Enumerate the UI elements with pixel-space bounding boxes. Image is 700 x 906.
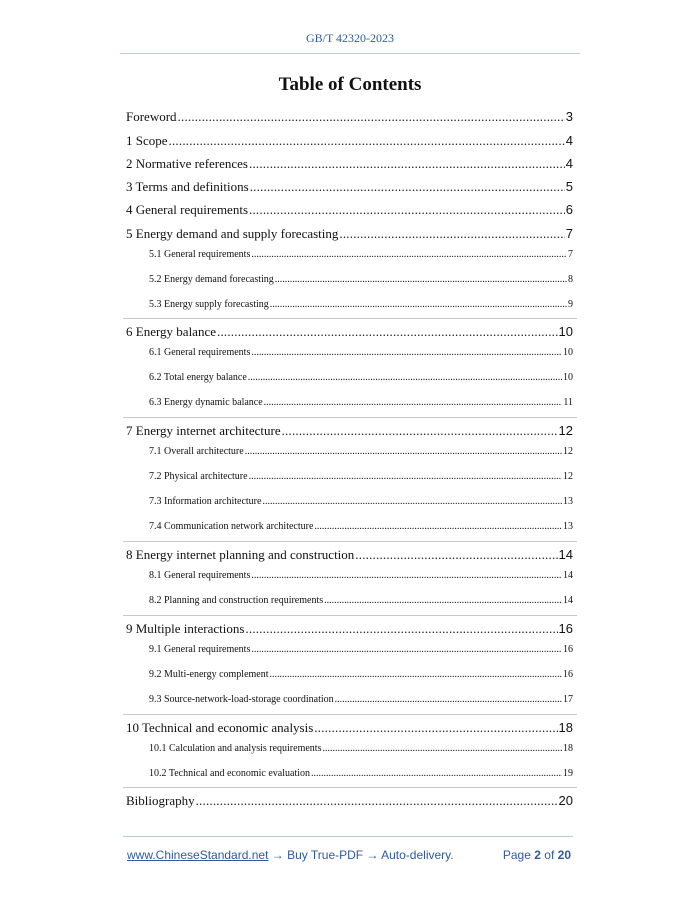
toc-leader-dots (355, 547, 557, 563)
toc-entry-bibliography[interactable] (126, 793, 573, 809)
toc-leader-dots (196, 793, 558, 809)
toc-leader-dots (335, 694, 562, 705)
toc-entry-section-6[interactable] (126, 324, 573, 340)
toc-entry-label: Foreword (126, 109, 177, 124)
toc-entry-page: 13 (563, 496, 573, 507)
toc-entry-9-1[interactable] (149, 644, 573, 655)
header-standard-code: GB/T 42320-2023 (305, 31, 395, 45)
toc-entry-5-1[interactable] (149, 249, 573, 260)
toc-entry-page: 17 (563, 694, 573, 705)
toc-entry-page: 18 (558, 720, 573, 735)
toc-entry-label: 9 Multiple interactions (126, 621, 245, 636)
toc-entry-section-10[interactable] (126, 720, 573, 736)
toc-entry-section-7[interactable] (126, 423, 573, 439)
toc-entry-label: 10 Technical and economic analysis (126, 720, 314, 735)
toc-leader-dots (178, 109, 565, 125)
toc-entry-page: 12 (563, 471, 573, 482)
toc-leader-dots (249, 471, 562, 482)
toc-entry-page: 7 (565, 226, 573, 241)
toc-leader-dots (314, 521, 562, 532)
toc-entry-section-9[interactable] (126, 621, 573, 637)
toc-entry-label: 5.3 Energy supply forecasting (149, 299, 269, 310)
toc-leader-dots (245, 621, 557, 637)
toc-entry-label: 10.2 Technical and economic evaluation (149, 768, 311, 779)
toc-entry-label: 5 Energy demand and supply forecasting (126, 226, 339, 241)
toc-entry-page: 20 (558, 793, 573, 808)
toc-entry-5-3[interactable] (149, 299, 573, 310)
toc-leader-dots (270, 669, 562, 680)
toc-entry-label: 6.3 Energy dynamic balance (149, 397, 263, 408)
toc-leader-dots (282, 423, 558, 439)
toc-leader-dots (275, 274, 567, 285)
of-word: of (544, 848, 555, 862)
toc-entry-label: 6 Energy balance (126, 324, 216, 339)
toc-leader-dots (249, 156, 565, 172)
page-word: Page (502, 848, 531, 862)
toc-leader-dots (270, 299, 567, 310)
toc-entry-5-2[interactable] (149, 274, 573, 285)
toc-entry-label: Bibliography (126, 793, 195, 808)
total-pages-number: 20 (557, 848, 571, 862)
toc-entry-7-1[interactable] (149, 446, 573, 457)
toc-entry-page: 4 (565, 133, 573, 148)
toc-entry-page: 7 (568, 249, 573, 260)
toc-entry-page: 12 (563, 446, 573, 457)
toc-leader-dots (322, 743, 562, 754)
section-divider (123, 417, 577, 418)
toc-entry-label: 2 Normative references (126, 156, 248, 171)
toc-entry-9-3[interactable] (149, 694, 573, 705)
toc-leader-dots (249, 202, 565, 218)
toc-entry-page: 5 (565, 179, 573, 194)
toc-entry-10-2[interactable] (149, 768, 573, 779)
toc-entry-6-3[interactable] (149, 397, 573, 408)
toc-leader-dots (324, 595, 562, 606)
toc-entry-label: 7.2 Physical architecture (149, 471, 248, 482)
toc-entry-8-1[interactable] (149, 570, 573, 581)
page-title: Table of Contents (278, 74, 422, 95)
toc-leader-dots (251, 347, 562, 358)
toc-leader-dots (262, 496, 562, 507)
toc-entry-section-8[interactable] (126, 547, 573, 563)
toc-entry-label: 7.3 Information architecture (149, 496, 262, 507)
toc-entry-label: 5.1 General requirements (149, 249, 251, 260)
toc-entry-page: 18 (563, 743, 573, 754)
toc-leader-dots (264, 397, 563, 408)
toc-entry-general-requirements[interactable] (126, 202, 573, 218)
toc-entry-page: 10 (563, 347, 573, 358)
section-divider (123, 787, 577, 788)
toc-entry-page: 16 (563, 644, 573, 655)
toc-entry-page: 13 (563, 521, 573, 532)
toc-leader-dots (251, 249, 567, 260)
site-link[interactable]: www.ChineseStandard.net (127, 848, 269, 862)
toc-entry-label: 7.4 Communication network architecture (149, 521, 314, 532)
toc-entry-page: 19 (563, 768, 573, 779)
toc-leader-dots (251, 570, 562, 581)
toc-entry-6-2[interactable] (149, 372, 573, 383)
toc-entry-page: 14 (558, 547, 573, 562)
toc-entry-normative-references[interactable] (126, 156, 573, 172)
toc-entry-foreword[interactable] (126, 109, 573, 125)
page-indicator (503, 848, 571, 862)
toc-entry-7-2[interactable] (149, 471, 573, 482)
toc-entry-scope[interactable] (126, 133, 573, 149)
toc-entry-label: 10.1 Calculation and analysis requirements (149, 743, 322, 754)
toc-entry-label: 5.2 Energy demand forecasting (149, 274, 274, 285)
toc-entry-label: 3 Terms and definitions (126, 179, 249, 194)
toc-entry-section-5[interactable] (126, 226, 573, 242)
toc-entry-page: 11 (563, 397, 573, 408)
toc-leader-dots (250, 179, 565, 195)
toc-leader-dots (169, 133, 565, 149)
toc-entry-terms-definitions[interactable] (126, 179, 573, 195)
toc-entry-label: 9.1 General requirements (149, 644, 251, 655)
toc-leader-dots (251, 644, 562, 655)
toc-entry-label: 6.2 Total energy balance (149, 372, 247, 383)
toc-entry-label: 7 Energy internet architecture (126, 423, 281, 438)
toc-leader-dots (311, 768, 562, 779)
toc-leader-dots (339, 226, 564, 242)
toc-entry-7-3[interactable] (149, 496, 573, 507)
promo-text: → Buy True-PDF → Auto-delivery. (271, 848, 454, 862)
footer (127, 848, 571, 862)
section-divider (123, 318, 577, 319)
toc-entry-label: 8.2 Planning and construction requirements (149, 595, 324, 606)
toc-entry-page: 16 (558, 621, 573, 636)
section-divider (123, 541, 577, 542)
toc-entry-label: 9.2 Multi-energy complement (149, 669, 269, 680)
toc-entry-page: 6 (565, 202, 573, 217)
toc-entry-page: 9 (568, 299, 573, 310)
toc-entry-label: 7.1 Overall architecture (149, 446, 244, 457)
toc-entry-page: 3 (565, 109, 573, 124)
toc-leader-dots (314, 720, 557, 736)
toc-entry-label: 8.1 General requirements (149, 570, 251, 581)
toc-entry-page: 4 (565, 156, 573, 171)
current-page-number: 2 (534, 848, 541, 862)
footer-divider (123, 836, 573, 837)
footer-promo-line (127, 848, 454, 862)
section-divider (123, 615, 577, 616)
toc-entry-label: 9.3 Source-network-load-storage coordination (149, 694, 334, 705)
section-divider (123, 714, 577, 715)
toc-entry-label: 6.1 General requirements (149, 347, 251, 358)
toc-entry-label: 4 General requirements (126, 202, 249, 217)
toc-entry-10-1[interactable] (149, 743, 573, 754)
toc-entry-page: 14 (563, 570, 573, 581)
toc-entry-page: 10 (563, 372, 573, 383)
toc-entry-page: 8 (568, 274, 573, 285)
toc-entry-page: 12 (558, 423, 573, 438)
toc-entry-8-2[interactable] (149, 595, 573, 606)
toc-leader-dots (217, 324, 558, 340)
toc-entry-page: 14 (563, 595, 573, 606)
toc-leader-dots (248, 372, 562, 383)
toc-entry-6-1[interactable] (149, 347, 573, 358)
toc-entry-label: 8 Energy internet planning and construction (126, 547, 355, 562)
toc-leader-dots (245, 446, 562, 457)
toc-entry-9-2[interactable] (149, 669, 573, 680)
toc-entry-7-4[interactable] (149, 521, 573, 532)
toc-entry-page: 16 (563, 669, 573, 680)
toc-entry-page: 10 (558, 324, 573, 339)
toc-entry-label: 1 Scope (126, 133, 168, 148)
